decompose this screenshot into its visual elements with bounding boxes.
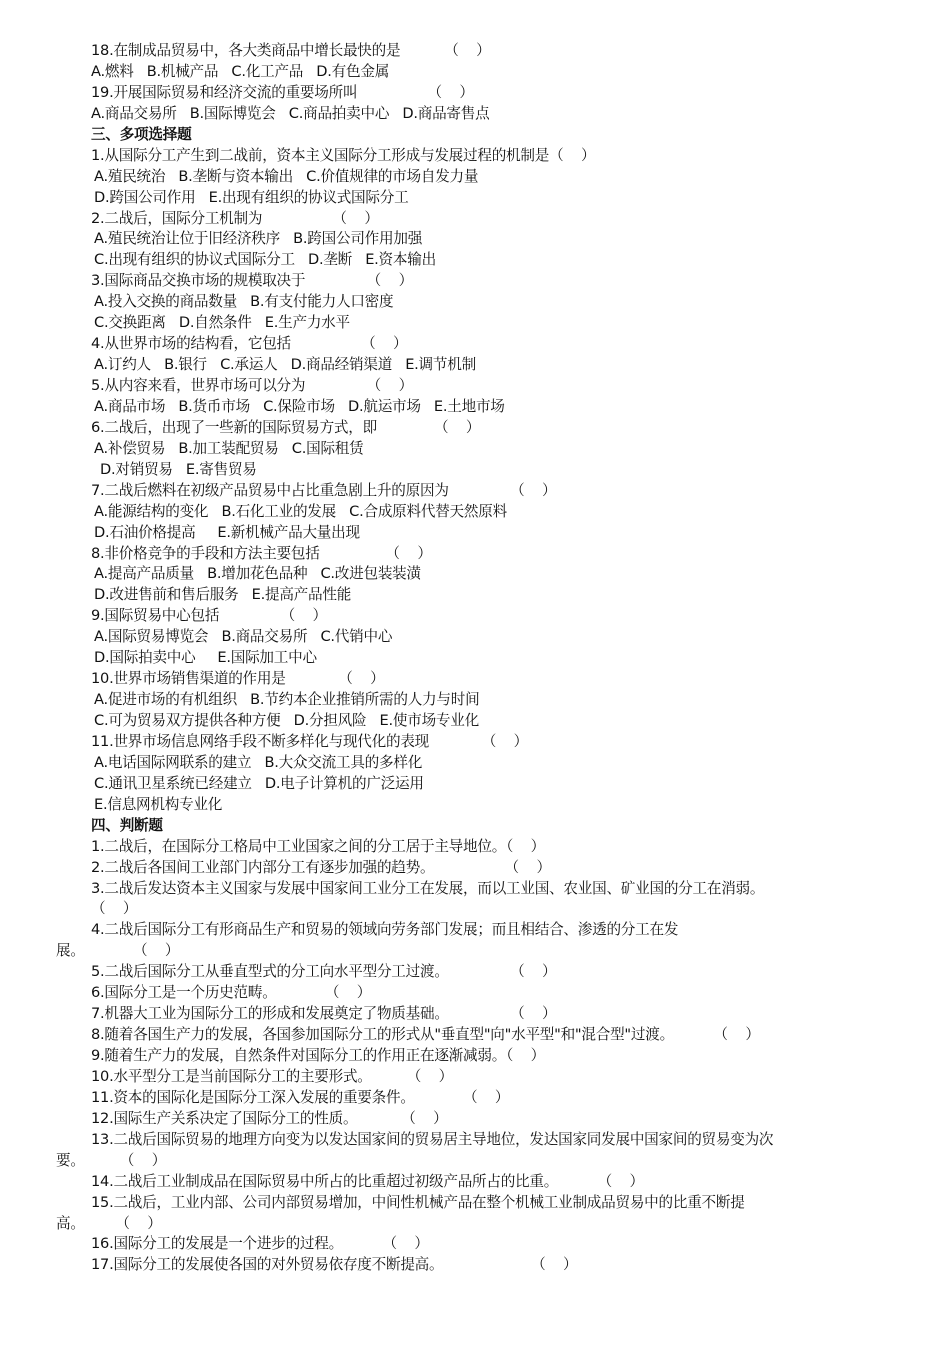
text-line: C.交换距离 D.自然条件 E.生产力水平 <box>94 314 350 332</box>
text-line: D.国际拍卖中心 E.国际加工中心 <box>94 649 317 667</box>
text-line: 1.从国际分工产生到二战前，资本主义国际分工形成与发展过程的机制是（ ） <box>91 146 596 164</box>
text-line: 7.二战后燃料在初级产品贸易中占比重急剧上升的原因为 （ ） <box>91 481 557 499</box>
text-line: 4.二战后国际分工有形商品生产和贸易的领域向劳务部门发展；而且相结合、渗透的分工在发 <box>91 921 679 939</box>
text-line: 18.在制成品贸易中，各大类商品中增长最快的是 （ ） <box>91 42 491 59</box>
text-line: 2.二战后，国际分工机制为 （ ） <box>91 209 379 227</box>
text-line: C.可为贸易双方提供各种方便 D.分担风险 E.使市场专业化 <box>94 712 479 729</box>
text-line: 1.二战后，在国际分工格局中工业国家之间的分工居于主导地位。（ ） <box>91 837 545 855</box>
text-line: A.促进市场的有机组织 B.节约本企业推销所需的人力与时间 <box>94 691 480 709</box>
text-line: 11.资本的国际化是国际分工深入发展的重要条件。 （ ） <box>91 1088 510 1106</box>
text-line: 7.机器大工业为国际分工的形成和发展奠定了物质基础。 （ ） <box>91 1005 557 1023</box>
text-line: 12.国际生产关系决定了国际分工的性质。 （ ） <box>91 1109 448 1127</box>
section-heading: 三、多项选择题 <box>91 125 192 143</box>
text-line: 5.从内容来看，世界市场可以分为 （ ） <box>91 377 413 394</box>
text-line: 4.从世界市场的结构看，它包括 （ ） <box>91 335 408 353</box>
text-line: 5.二战后国际分工从垂直型式的分工向水平型分工过渡。 （ ） <box>91 963 557 981</box>
text-line: D.跨国公司作用 E.出现有组织的协议式国际分工 <box>94 188 409 206</box>
text-line: C.出现有组织的协议式国际分工 D.垄断 E.资本输出 <box>94 251 436 269</box>
text-line: A.订约人 B.银行 C.承运人 D.商品经销渠道 E.调节机制 <box>94 356 476 374</box>
text-line: A.电话国际网联系的建立 B.大众交流工具的多样化 <box>94 753 423 771</box>
text-line: A.燃料 B.机械产品 C.化工产品 D.有色金属 <box>91 62 390 80</box>
text-line: 8.随着各国生产力的发展，各国参加国际分工的形式从"垂直型"向"水平型"和"混合型"过渡。 （ ） <box>91 1026 760 1044</box>
text-line: A.提高产品质量 B.增加花色品种 C.改进包装装潢 <box>94 565 421 583</box>
text-line: 16.国际分工的发展是一个进步的过程。 （ ） <box>91 1235 429 1253</box>
text-line: 8.非价格竞争的手段和方法主要包括 （ ） <box>91 544 432 562</box>
text-line: 15.二战后，工业内部、公司内部贸易增加，中间性机械产品在整个机械工业制成品贸易中的比重不断提 <box>91 1193 745 1211</box>
text-line: 10.世界市场销售渠道的作用是 （ ） <box>91 670 385 688</box>
text-line: 2.二战后各国间工业部门内部分工有逐步加强的趋势。 （ ） <box>91 858 551 876</box>
text-line: D.石油价格提高 E.新机械产品大量出现 <box>94 523 360 541</box>
text-line: 3.国际商品交换市场的规模取决于 （ ） <box>91 272 413 290</box>
text-line: 13.二战后国际贸易的地理方向变为以发达国家间的贸易居主导地位，发达国家同发展中国家间的贸易变为次 <box>91 1130 774 1148</box>
text-line: 10.水平型分工是当前国际分工的主要形式。 （ ） <box>91 1067 454 1085</box>
text-line: D.改进售前和售后服务 E.提高产品性能 <box>94 586 352 604</box>
text-line: 9.国际贸易中心包括 （ ） <box>91 607 327 625</box>
text-line: A.商品市场 B.货币市场 C.保险市场 D.航运市场 E.土地市场 <box>94 397 505 415</box>
text-line: 11.世界市场信息网络手段不断多样化与现代化的表现 （ ） <box>91 732 528 750</box>
text-line: 展。 （ ） <box>56 942 180 960</box>
text-line: 19.开展国际贸易和经济交流的重要场所叫 （ ） <box>91 83 474 101</box>
text-line: A.商品交易所 B.国际博览会 C.商品拍卖中心 D.商品寄售点 <box>91 104 490 122</box>
section-heading: 四、判断题 <box>91 816 163 834</box>
text-line: 高。 （ ） <box>56 1214 162 1232</box>
text-line: 17.国际分工的发展使各国的对外贸易依存度不断提高。 （ ） <box>91 1256 578 1274</box>
text-line: 3.二战后发达资本主义国家与发展中国家间工业分工在发展，而以工业国、农业国、矿业国的分工在消弱。 <box>91 879 765 897</box>
text-line: 6.二战后，出现了一些新的国际贸易方式，即 （ ） <box>91 418 481 436</box>
text-line: A.能源结构的变化 B.石化工业的发展 C.合成原料代替天然原料 <box>94 502 507 520</box>
text-line: （ ） <box>91 900 138 918</box>
text-line: 14.二战后工业制成品在国际贸易中所占的比重超过初级产品所占的比重。 （ ） <box>91 1172 644 1190</box>
text-line: A.投入交换的商品数量 B.有支付能力人口密度 <box>94 293 394 311</box>
text-line: A.殖民统治 B.垄断与资本输出 C.价值规律的市场自发力量 <box>94 167 479 185</box>
text-line: A.补偿贸易 B.加工装配贸易 C.国际租赁 <box>94 439 364 457</box>
text-line: 6.国际分工是一个历史范畴。 （ ） <box>91 984 372 1002</box>
text-line: D.对销贸易 E.寄售贸易 <box>100 460 257 478</box>
document-page <box>0 41 951 1276</box>
text-line: 要。 （ ） <box>56 1151 167 1169</box>
text-line: E.信息网机构专业化 <box>94 795 223 813</box>
text-line: A.殖民统治让位于旧经济秩序 B.跨国公司作用加强 <box>94 230 423 248</box>
text-line: A.国际贸易博览会 B.商品交易所 C.代销中心 <box>94 628 393 646</box>
text-line: 9.随着生产力的发展，自然条件对国际分工的作用正在逐渐减弱。（ ） <box>91 1047 545 1064</box>
text-line: C.通讯卫星系统已经建立 D.电子计算机的广泛运用 <box>94 774 424 792</box>
